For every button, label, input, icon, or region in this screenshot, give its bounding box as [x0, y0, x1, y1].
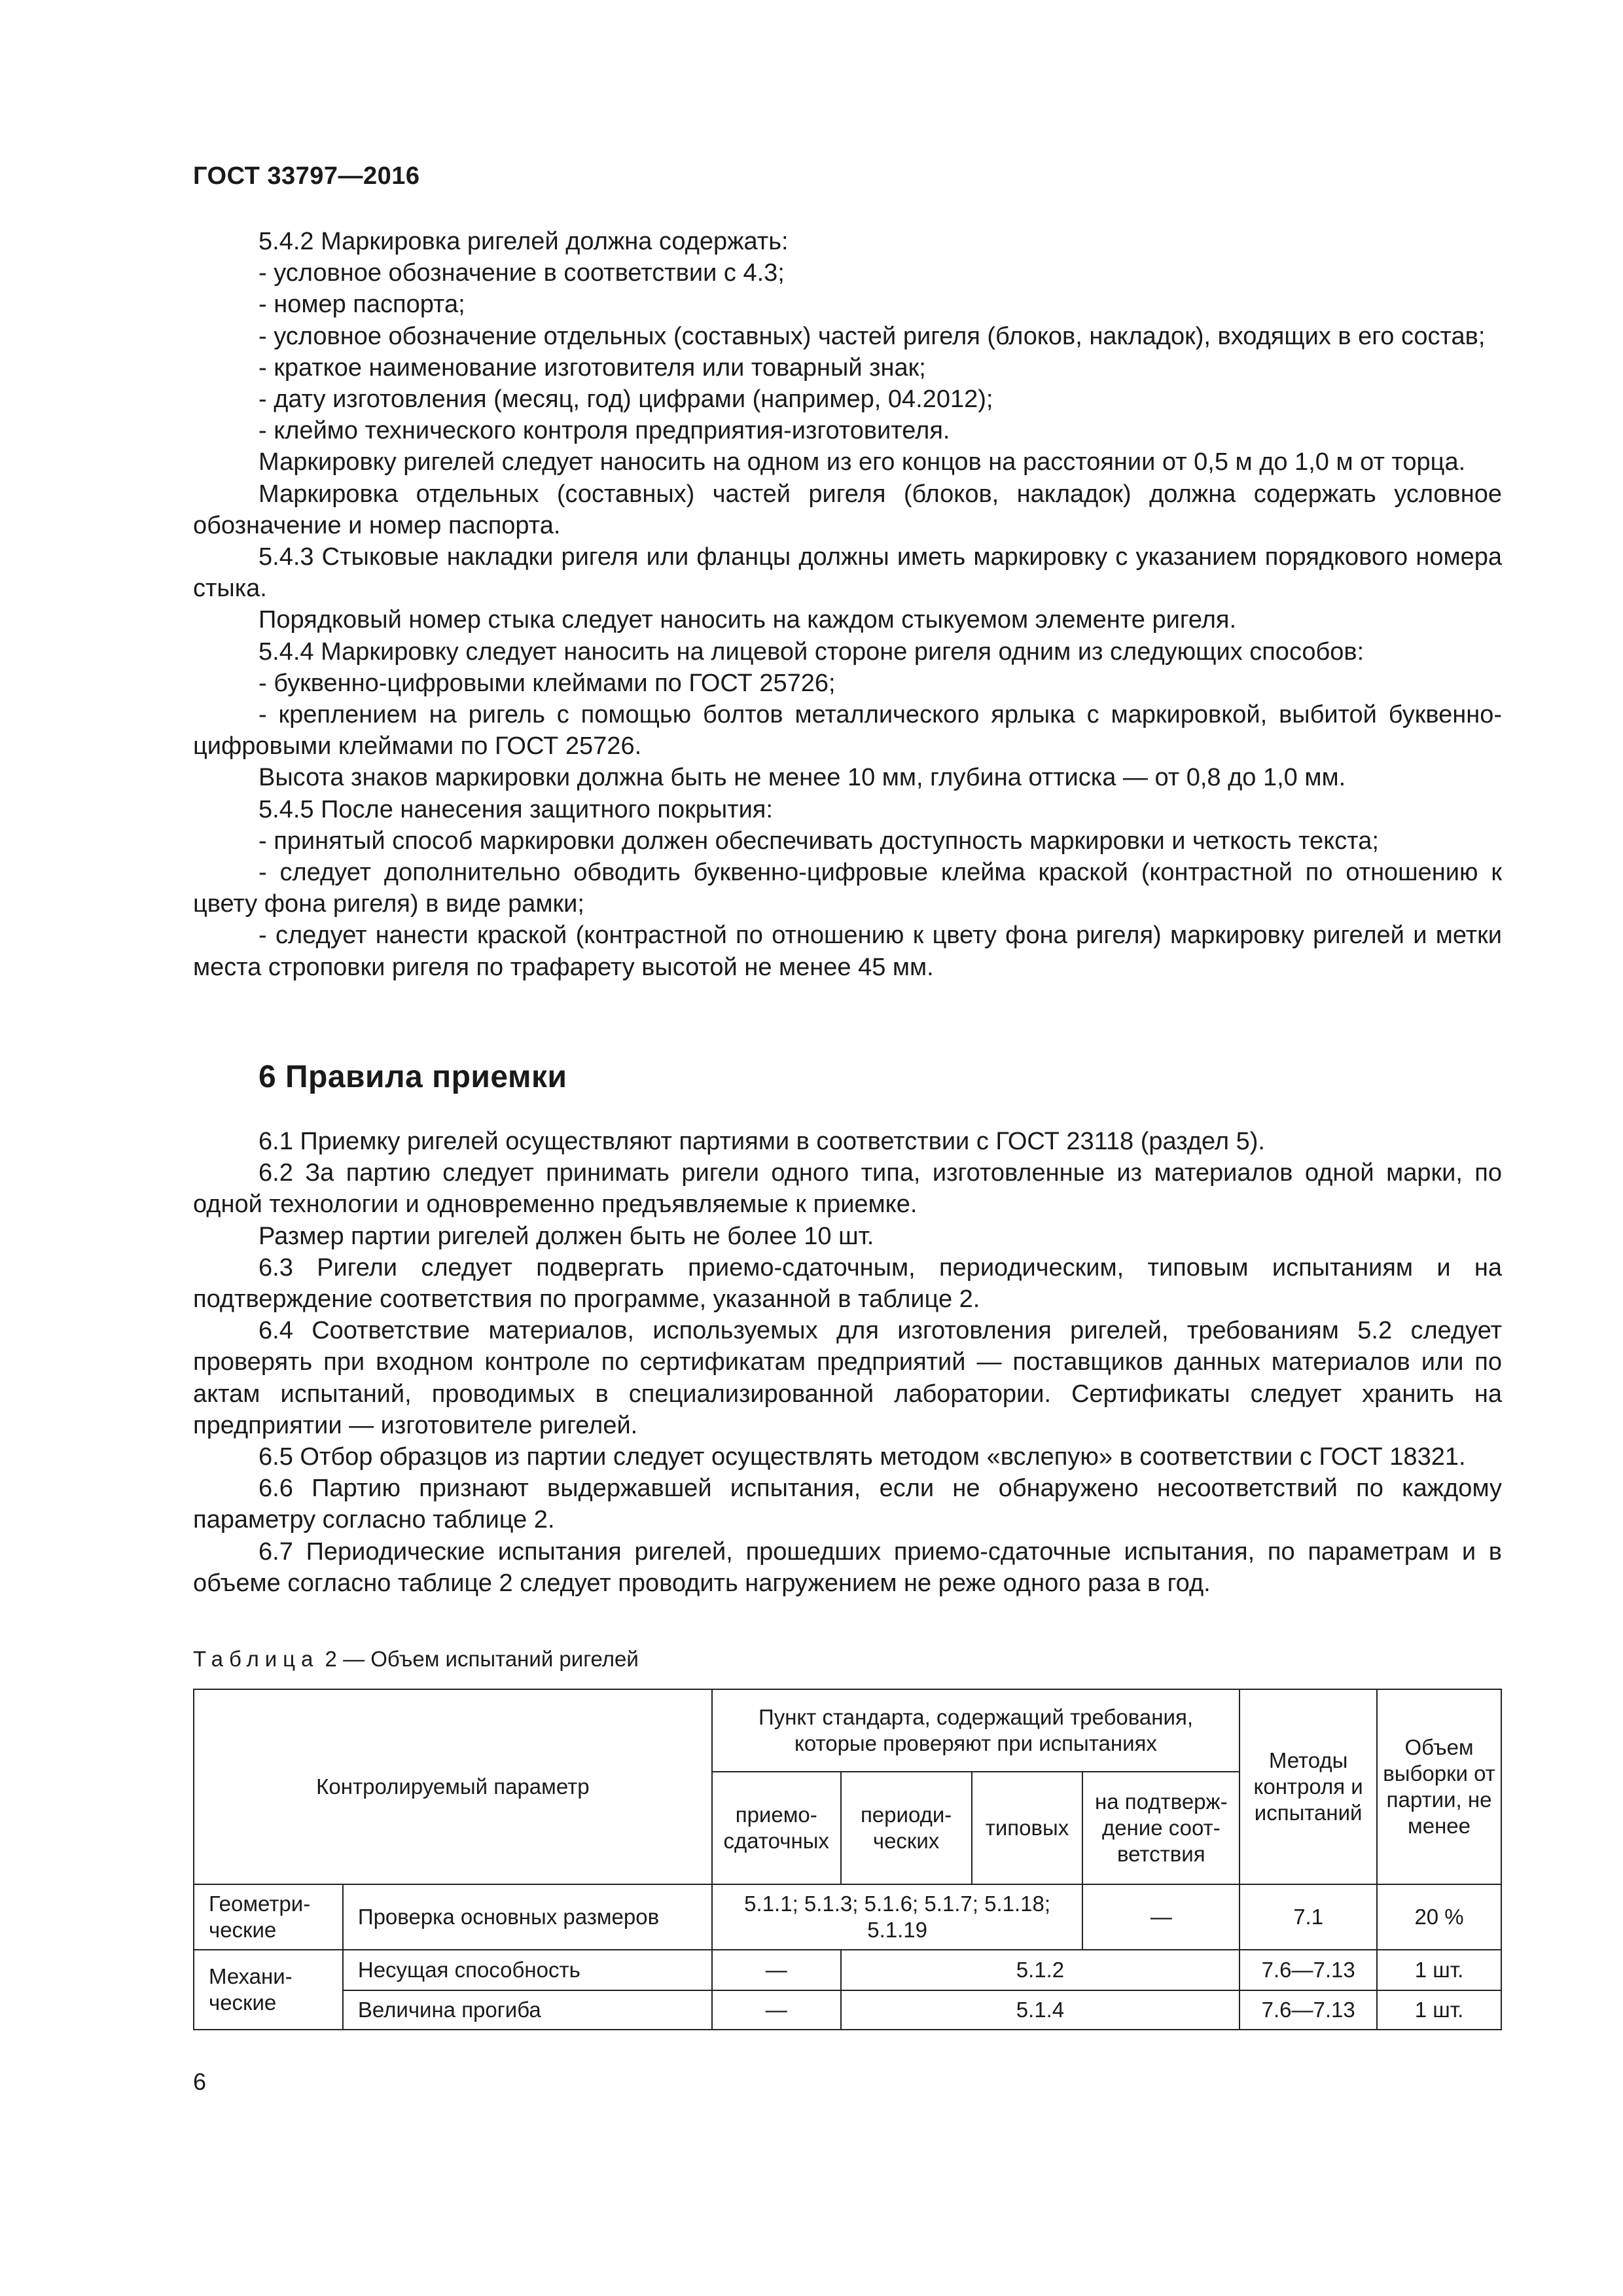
header-param: Контролируемый параметр — [194, 1689, 712, 1884]
list-item: - условное обозначение в соответствии с 4.3; — [259, 259, 785, 287]
paragraph: 5.4.3 Стыковые накладки ригеля или фланцы должны иметь маркировку с указанием порядкового номера стыка. — [193, 543, 1502, 603]
list-item: - буквенно-цифровыми клеймами по ГОСТ 25726; — [259, 669, 836, 697]
header-conformity: на подтверж-дение соот-ветствия — [1082, 1772, 1240, 1884]
paragraph: Высота знаков маркировки должна быть не менее 10 мм, глубина оттиска — от 0,8 до 1,0 мм. — [259, 764, 1346, 792]
row-sample: 20 % — [1377, 1884, 1501, 1950]
list-item: - дату изготовления (месяц, год) цифрами (например, 04.2012); — [259, 386, 993, 414]
section-5-text — [193, 226, 1502, 983]
row-methods: 7.1 — [1240, 1884, 1377, 1950]
paragraph: Маркировку ригелей следует наносить на одном из его концов на расстоянии от 0,5 м до 1,0 м от торца. — [259, 448, 1466, 476]
header-sample: Объем выборки от партии, не менее — [1377, 1689, 1501, 1884]
paragraph: 6.5 Отбор образцов из партии следует осуществлять методом «вслепую» в соответствии с ГОСТ 18321. — [259, 1443, 1466, 1471]
list-item: - клеймо технического контроля предприятия-изготовителя. — [259, 417, 950, 445]
header-periodic: периоди-ческих — [841, 1772, 972, 1884]
row-methods: 7.6—7.13 — [1240, 1990, 1377, 2030]
table-caption-label: Таблица — [193, 1647, 319, 1671]
list-item: - краткое наименование изготовителя или товарный знак; — [259, 353, 926, 382]
row-conformity: — — [1082, 1884, 1240, 1950]
row-sample: 1 шт. — [1377, 1990, 1501, 2030]
table-row — [194, 1990, 1501, 2030]
table-row — [194, 1884, 1501, 1950]
row-param: Несущая способность — [343, 1950, 712, 1990]
section-6-title: 6 Правила приемки — [259, 1060, 567, 1094]
row-acceptance: — — [712, 1990, 841, 2030]
paragraph: 6.3 Ригели следует подвергать приемо-сдаточным, периодическим, типовым испытаниям и на подтверждение соответствия по программе, указанной в таблице 2. — [193, 1253, 1502, 1314]
paragraph: 6.7 Периодические испытания ригелей, прошедших приемо-сдаточные испытания, по параметрам и в объеме согласно таблице 2 следует проводить нагружением не реже одного раза в год. — [193, 1537, 1502, 1597]
paragraph: 5.4.5 После нанесения защитного покрытия: — [259, 795, 773, 823]
paragraph: 6.2 За партию следует принимать ригели одного типа, изготовленные из материалов одной марки, по одной технологии и одновременно предъявляемые к приемке. — [193, 1159, 1502, 1219]
header-type: типовых — [972, 1772, 1083, 1884]
row-clauses: 5.1.2 — [841, 1950, 1240, 1990]
list-item: - номер паспорта; — [259, 291, 465, 319]
document-header: ГОСТ 33797—2016 — [193, 162, 420, 190]
row-param: Величина прогиба — [343, 1990, 712, 2030]
page-number: 6 — [193, 2068, 207, 2095]
row-clauses: 5.1.4 — [841, 1990, 1240, 2030]
paragraph: Порядковый номер стыка следует наносить на каждом стыкуемом элементе ригеля. — [259, 606, 1237, 634]
row-param: Проверка основных размеров — [343, 1884, 712, 1950]
row-group-mechanical: Механи-ческие — [194, 1950, 343, 2030]
row-group-geometric: Геометри-ческие — [194, 1884, 343, 1950]
table-caption — [193, 1647, 639, 1672]
row-sample: 1 шт. — [1377, 1950, 1501, 1990]
row-methods: 7.6—7.13 — [1240, 1950, 1377, 1990]
row-clauses: 5.1.1; 5.1.3; 5.1.6; 5.1.7; 5.1.18; 5.1.19 — [712, 1884, 1083, 1950]
header-clause-group: Пункт стандарта, содержащий требования, которые проверяют при испытаниях — [712, 1689, 1240, 1772]
paragraph: 6.1 Приемку ригелей осуществляют партиями в соответствии с ГОСТ 23118 (раздел 5). — [259, 1128, 1265, 1155]
header-acceptance: приемо-сдаточных — [712, 1772, 841, 1884]
test-volume-table — [193, 1689, 1502, 2030]
table-caption-text: 2 — Объем испытаний ригелей — [319, 1647, 639, 1671]
paragraph: Маркировка отдельных (составных) частей ригеля (блоков, накладок) должна содержать условное обозначение и номер паспорта. — [193, 480, 1502, 539]
table-row — [194, 1950, 1501, 1990]
row-acceptance: — — [712, 1950, 841, 1990]
paragraph: Размер партии ригелей должен быть не более 10 шт. — [259, 1222, 874, 1250]
paragraph: 6.6 Партию признают выдержавшей испытания, если не обнаружено несоответствий по каждому параметру согласно таблице 2. — [193, 1475, 1502, 1534]
paragraph: 5.4.2 Маркировка ригелей должна содержать: — [259, 228, 789, 255]
list-item: - креплением на ригель с помощью болтов металлического ярлыка с маркировкой, выбитой буквенно-цифровыми клеймами по ГОСТ 25726. — [193, 701, 1502, 761]
paragraph: 5.4.4 Маркировку следует наносить на лицевой стороне ригеля одним из следующих способов: — [259, 637, 1364, 666]
list-item: - условное обозначение отдельных (составных) частей ригеля (блоков, накладок), входящих в его состав; — [259, 322, 1486, 350]
list-item: - принятый способ маркировки должен обеспечивать доступность маркировки и четкость текста; — [259, 827, 1379, 855]
header-methods: Методы контроля и испытаний — [1240, 1689, 1377, 1884]
list-item: - следует нанести краской (контрастной по отношению к цвету фона ригеля) маркировку ригелей и метки места строповки ригеля по трафарету высотой не менее 45 мм. — [193, 922, 1502, 981]
list-item: - следует дополнительно обводить буквенно-цифровые клейма краской (контрастной по отношению к цвету фона ригеля) в виде рамки; — [193, 859, 1502, 918]
section-6-text — [193, 1126, 1502, 1599]
paragraph: 6.4 Соответствие материалов, используемых для изготовления ригелей, требованиям 5.2 следует проверять при входном контроле по сертификатам предприятий — поставщиков данных материалов или по актам испытаний, проводимых в специализированной лаборатории. Сертификаты следует хранить на предприятии — изготовителе ригелей. — [193, 1317, 1502, 1439]
